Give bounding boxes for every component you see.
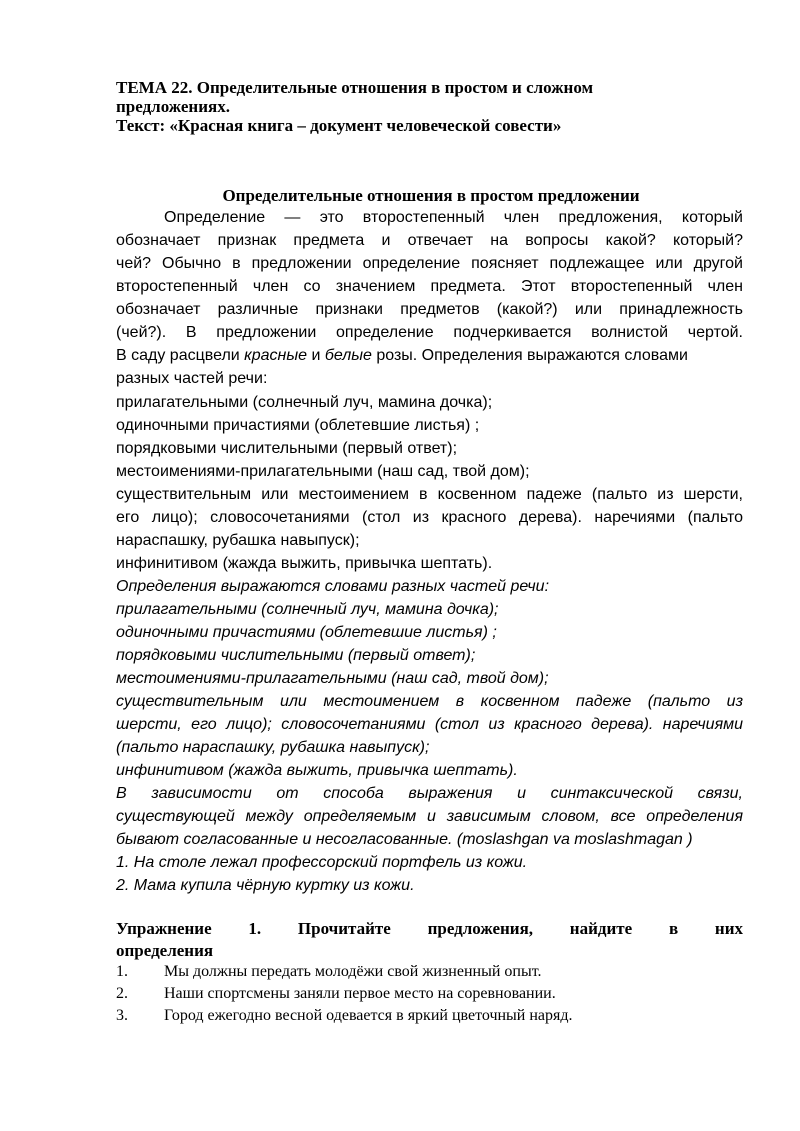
italic-line: В зависимости от способа выражения и синтаксической связи, [116,785,743,802]
example-italic: белые [324,347,372,364]
para-line: (чей?). В предложении определение подчеркивается волнистой чертой. [116,324,743,341]
para-line: Определение — это второстепенный член предложения, который [164,209,743,226]
para-line: обозначает различные признаки предметов (какой?) или принадлежность [116,301,743,318]
list-item: прилагательными (солнечный луч, мамина дочка); [116,394,493,411]
italic-line: 1. На столе лежал профессорский портфель из кожи. [116,854,528,871]
example-text: В саду расцвели [116,347,245,364]
exercise-item-num: 2. [116,985,128,1002]
example-text: розы. Определения выражаются словами [371,347,688,364]
list-item: одиночными причастиями (облетевшие листья) ; [116,417,480,434]
topic-line-2: предложениях. [116,97,230,116]
list-item: местоимениями-прилагательными (наш сад, твой дом); [116,463,530,480]
section-title: Определительные отношения в простом предложении [222,186,640,205]
exercise-item-text: Наши спортсмены заняли первое место на соревновании. [164,985,556,1002]
exercise-title: Упражнение 1. Прочитайте предложения, найдите в них [116,919,743,938]
exercise-item-text: Город ежегодно весной одевается в яркий цветочный наряд. [164,1007,573,1024]
list-item: нараспашку, рубашка навыпуск); [116,532,360,549]
italic-line: (пальто нараспашку, рубашка навыпуск); [116,739,430,756]
exercise-title-cont: определения [116,941,214,960]
exercise-item-num: 1. [116,963,128,980]
para-line: чей? Обычно в предложении определение поясняет подлежащее или другой [116,255,743,272]
italic-line: шерсти, его лицо); словосочетаниями (стол из красного дерева). наречиями [116,716,743,733]
exercise-item-text: Мы должны передать молодёжи свой жизненный опыт. [164,963,542,980]
exercise-item-num: 3. [116,1007,128,1024]
italic-line: порядковыми числительными (первый ответ); [116,647,476,664]
list-item: порядковыми числительными (первый ответ); [116,440,458,457]
italic-line: инфинитивом (жажда выжить, привычка шептать). [116,762,518,779]
italic-line: существующей между определяемым и зависимым словом, все определения [116,808,743,825]
italic-line: одиночными причастиями (облетевшие листья) ; [116,624,497,641]
parts-intro: разных частей речи: [116,370,268,387]
italic-line: местоимениями-прилагательными (наш сад, твой дом); [116,670,549,687]
list-item: его лицо); словосочетаниями (стол из красного дерева). наречиями (пальто [116,509,743,526]
text-title: Текст: «Красная книга – документ человеческой совести» [116,116,562,135]
list-item: инфинитивом (жажда выжить, привычка шептать). [116,555,493,572]
example-italic: красные [244,347,307,364]
example-text: и [307,347,325,364]
para-line: второстепенный член со значением предмета. Этот второстепенный член [116,278,743,295]
italic-line: 2. Мама купила чёрную куртку из кожи. [116,877,415,894]
italic-line: прилагательными (солнечный луч, мамина дочка); [116,601,499,618]
example-line [116,345,743,367]
list-item: существительным или местоимением в косвенном падеже (пальто из шерсти, [116,486,743,503]
italic-line: существительным или местоимением в косвенном падеже (пальто из [116,693,743,710]
topic-heading [116,78,746,135]
para-line: обозначает признак предмета и отвечает на вопросы какой? который? [116,232,743,249]
topic-line-1: ТЕМА 22. Определительные отношения в простом и сложном [116,78,594,97]
italic-line: бывают согласованные и несогласованные. (moslashgan va moslashmagan ) [116,831,693,848]
italic-line: Определения выражаются словами разных частей речи: [116,578,550,595]
